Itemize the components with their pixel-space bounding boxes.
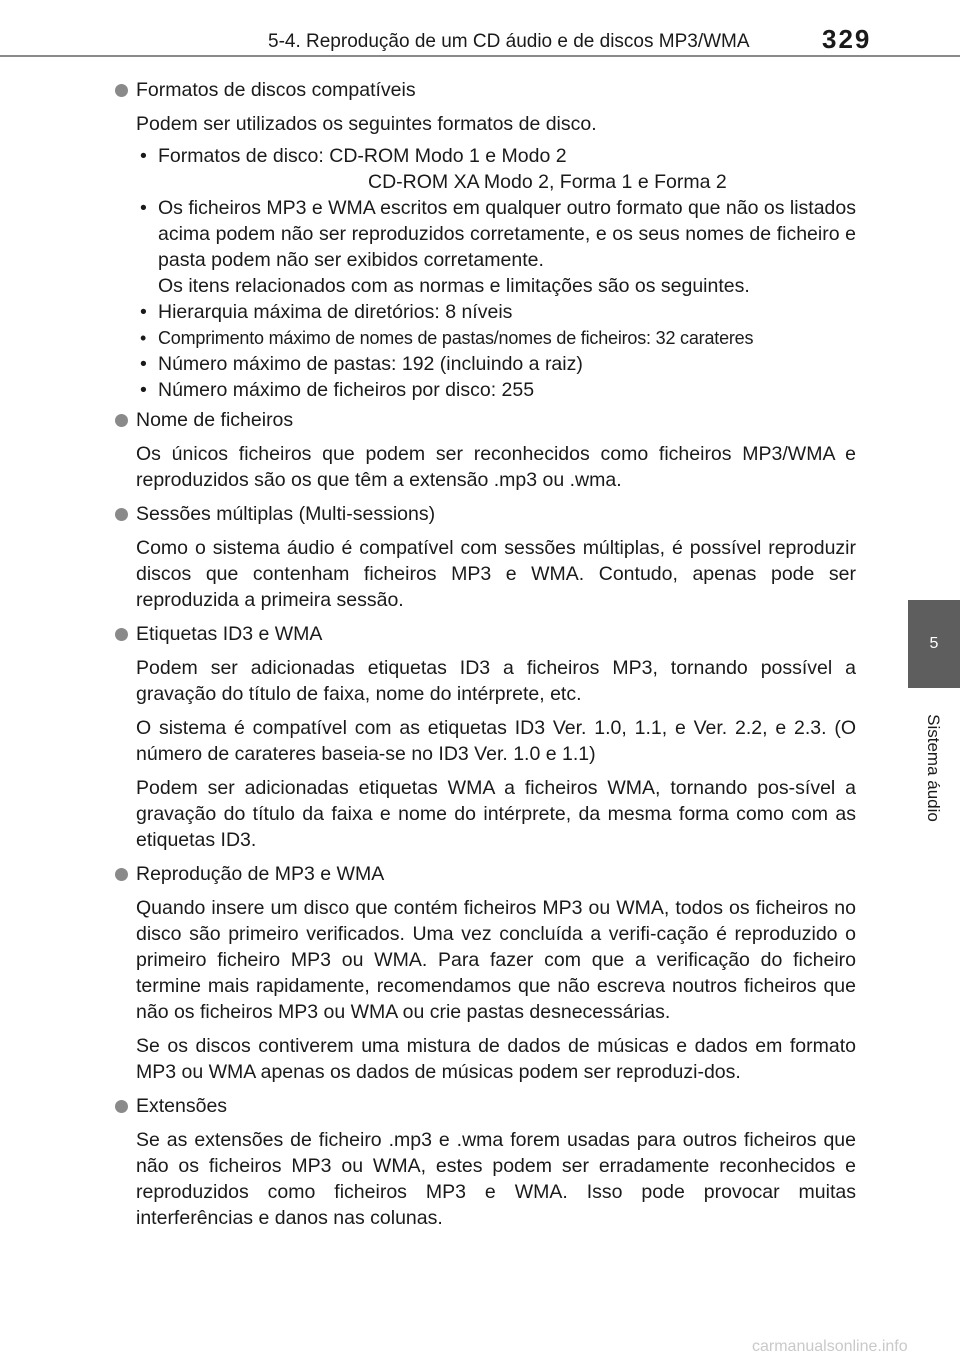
header-rule [0,55,960,57]
page-number: 329 [822,24,872,54]
section-playback [112,861,856,1085]
section-id3-wma-tags [112,621,856,853]
section-heading [112,407,856,433]
list-item [136,351,856,377]
list-item-text: Número máximo de pastas: 192 (incluindo a raiz) [158,353,583,375]
paragraph: Quando insere um disco que contém ficheiros MP3 ou WMA, todos os ficheiros no disco são primeiro verificados. Uma vez concluída a verifi-cação é reproduzido o primeiro ficheiro MP3 ou WMA. Para fazer com que a verificação do ficheiro termine mais rapidamente, recomendamos que não escreva noutros ficheiros que não os ficheiros MP3 ou WMA ou crie pastas desnecessárias. [136,897,856,1023]
section-heading [112,1093,856,1119]
list-item-text: Comprimento máximo de nomes de pastas/nomes de ficheiros: 32 carateres [158,328,754,348]
bullet-dot-icon [115,414,128,427]
bullet-dot-icon [115,508,128,521]
section-file-names [112,407,856,493]
section-heading-text: Etiquetas ID3 e WMA [136,623,323,645]
list-item-continuation: Os itens relacionados com as normas e limitações são os seguintes. [158,275,750,297]
list-item [136,143,856,195]
chapter-number: 5 [929,635,939,652]
list-item-text: Número máximo de ficheiros por disco: 255 [158,379,535,401]
section-heading-text: Extensões [136,1095,228,1117]
section-heading-text: Sessões múltiplas (Multi-sessions) [136,503,436,525]
chapter-label-text: Sistema áudio [924,714,944,822]
list-item-text: Hierarquia máxima de diretórios: 8 níveis [158,301,513,323]
section-heading [112,501,856,527]
list-bullet-icon: • [140,379,147,401]
list-item [136,195,856,299]
section-heading-text: Formatos de discos compatíveis [136,79,416,101]
section-heading [112,77,856,103]
section-heading-text: Nome de ficheiros [136,409,294,431]
watermark: carmanualsonline.info [752,1338,908,1355]
section-heading [112,621,856,647]
list-bullet-icon: • [140,197,147,219]
header-title: 5-4. Reprodução de um CD áudio e de discos MP3/WMA [268,31,750,52]
section-heading [112,861,856,887]
list-bullet-icon: • [140,301,147,323]
paragraph: O sistema é compatível com as etiquetas ID3 Ver. 1.0, 1.1, e Ver. 2.2, e 2.3. (O número de carateres baseia-se no ID3 Ver. 1.0 e 1.1) [136,717,856,765]
list-item-text: Formatos de disco: CD-ROM Modo 1 e Modo 2 [158,145,567,167]
section-multi-sessions [112,501,856,613]
list-item [136,377,856,403]
paragraph: Se os discos contiverem uma mistura de dados de músicas e dados em formato MP3 ou WMA apenas os dados de músicas podem ser reproduzi-dos. [136,1035,856,1083]
paragraph: Podem ser utilizados os seguintes formatos de disco. [136,113,597,135]
chapter-label [910,700,956,836]
chapter-tab [908,600,960,688]
bullet-dot-icon [115,1100,128,1113]
list-item [136,299,856,325]
bullet-dot-icon [115,868,128,881]
paragraph: Podem ser adicionadas etiquetas WMA a ficheiros WMA, tornando pos-sível a gravação do título da faixa e nome do intérprete, da mesma forma como com as etiquetas ID3. [136,777,856,851]
paragraph: Como o sistema áudio é compatível com sessões múltiplas, é possível reproduzir discos que contenham ficheiros MP3 e WMA. Contudo, apenas pode ser reproduzida a primeira sessão. [136,537,856,611]
section-extensions [112,1093,856,1231]
list-bullet-icon: • [140,328,147,348]
bullet-list [136,143,856,403]
page-content [112,77,856,1239]
list-item-text: Os ficheiros MP3 e WMA escritos em qualquer outro formato que não os listados acima podem não ser reproduzidos corretamente, e os seus nomes de ficheiro e pasta podem não ser exibidos corretamente. [158,197,856,271]
paragraph: Os únicos ficheiros que podem ser reconhecidos como ficheiros MP3/WMA e reproduzidos são os que têm a extensão .mp3 ou .wma. [136,443,856,491]
paragraph: Se as extensões de ficheiro .mp3 e .wma forem usadas para outros ficheiros que não os ficheiros MP3 ou WMA, estes podem ser erradamente reconhecidos e reproduzidos como ficheiros MP3 e WMA. Isso pode provocar muitas interferências e danos nas colunas. [136,1129,856,1229]
paragraph: Podem ser adicionadas etiquetas ID3 a ficheiros MP3, tornando possível a gravação do título de faixa, nome do intérprete, etc. [136,657,856,705]
list-bullet-icon: • [140,145,147,167]
list-item-continuation: CD-ROM XA Modo 2, Forma 1 e Forma 2 [368,171,727,193]
list-item [136,325,856,351]
list-bullet-icon: • [140,353,147,375]
bullet-dot-icon [115,628,128,641]
section-formats [112,77,856,403]
bullet-dot-icon [115,84,128,97]
section-heading-text: Reprodução de MP3 e WMA [136,863,385,885]
